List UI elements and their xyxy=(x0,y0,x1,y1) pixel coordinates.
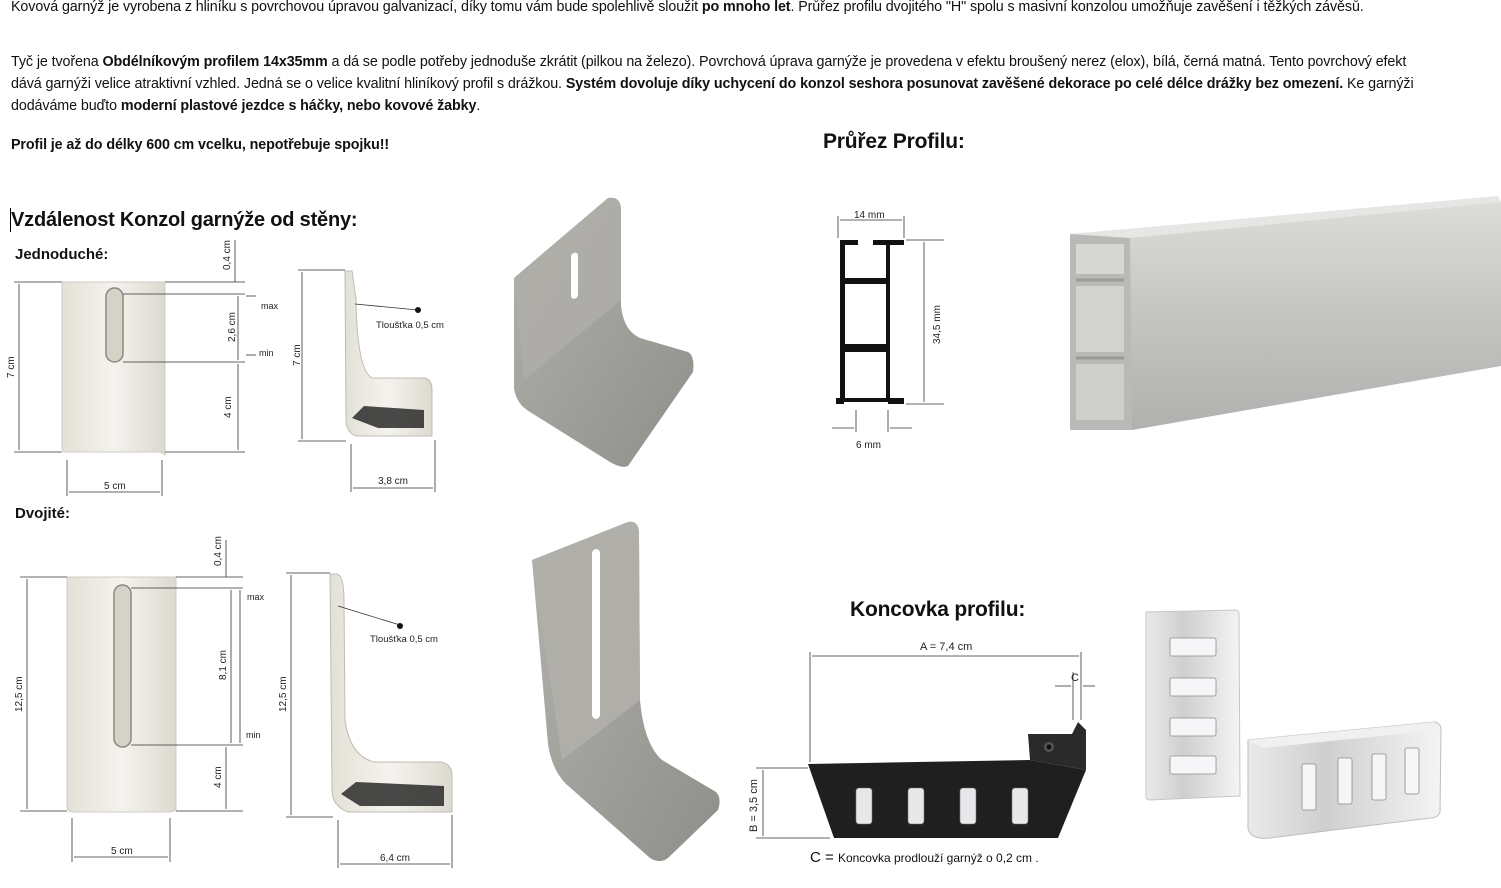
intro-paragraph-3: Profil je až do délky 600 cm vcelku, nepotřebuje spojku!! xyxy=(11,137,390,153)
intro-text: Kovová garnýž je vyrobena z hliníku s povrchovou úpravou galvanizací, díky tomu vám bude spolehlivě sloužit xyxy=(11,0,702,15)
double-bottom-label: 4 cm xyxy=(213,766,224,788)
double-height-label: 12,5 cm xyxy=(14,676,25,712)
intro-bold: po mnoho let xyxy=(701,0,791,15)
intro-bold: Obdélníkovým profilem 14x35mm xyxy=(102,54,328,70)
profile-height-label: 34,5 mm xyxy=(932,305,943,344)
single-slot-label: 2,6 cm xyxy=(227,311,238,342)
endcap-c-label: C xyxy=(1071,672,1079,684)
endcap-heading: Koncovka profilu: xyxy=(850,598,1026,621)
double-bracket-hinge xyxy=(341,782,444,806)
endcap-a-label: A = 7,4 cm xyxy=(920,641,973,653)
endcap-note: C = Koncovka prodlouží garnýž o 0,2 cm . xyxy=(810,849,1039,866)
intro-bold: Systém dovoluje díky uchycení do konzol seshora posunovat zavěšené dekorace po celé délce drážky bez omezení. xyxy=(565,76,1344,92)
double-width-label: 5 cm xyxy=(111,846,133,857)
double-max-label: max xyxy=(247,592,265,602)
rail-photo xyxy=(1070,196,1501,430)
endcap-black-photo xyxy=(808,722,1086,838)
double-photo-slot xyxy=(592,549,600,719)
profile-width-label: 14 mm xyxy=(854,210,885,221)
double-heading: Dvojité: xyxy=(15,505,71,522)
single-bottom-label: 4 cm xyxy=(223,396,234,418)
double-bracket-side xyxy=(330,574,452,812)
double-slot-label: 8,1 cm xyxy=(218,649,229,680)
single-top-gap-label: 0,4 cm xyxy=(222,239,233,270)
single-heading: Jednoduché: xyxy=(15,246,109,263)
profile-heading: Průřez Profilu: xyxy=(823,130,965,153)
single-depth-label: 3,8 cm xyxy=(378,476,409,487)
double-min-label: min xyxy=(246,730,261,740)
single-bracket-slot xyxy=(106,288,123,362)
intro-text: . Průřez profilu dvojitého "H" spolu s masivní konzolou umožňuje zavěšení i těžkých závěsů. xyxy=(790,0,1364,15)
intro-text: Tyč je tvořena xyxy=(11,54,103,70)
intro-text: . xyxy=(476,98,481,114)
profile-cross-section xyxy=(836,240,904,408)
single-width-label: 5 cm xyxy=(104,481,126,492)
single-side-height-label: 7 cm xyxy=(292,344,303,366)
single-thickness-label: Tloušťka 0,5 cm xyxy=(376,320,444,331)
intro-text: a dá se podle potřeby jednoduše zkrátit (pilkou na železo). Povrchová úprava garnýže je provedena v efektu broušený nerez (elox), bílá, černá matná. Tento povrchový efekt dává garnýži velice atraktivní vzhled. Jedná se o velice kvalitní hliníkový profil s drážkou. xyxy=(11,54,1407,92)
endcap-b-label: B = 3,5 cm xyxy=(748,779,760,832)
single-photo-slot xyxy=(571,252,578,299)
double-side-height-label: 12,5 cm xyxy=(278,676,289,712)
double-bracket-slot xyxy=(114,585,131,747)
endcap-chrome-photo xyxy=(1146,610,1441,838)
single-max-label: max xyxy=(261,301,279,311)
single-height-label: 7 cm xyxy=(6,356,17,378)
double-thickness-label: Tloušťka 0,5 cm xyxy=(370,634,438,645)
double-side-dimension-lines xyxy=(286,573,452,868)
profile-slot-label: 6 mm xyxy=(856,440,881,451)
single-min-label: min xyxy=(259,348,274,358)
intro-bold: moderní plastové jezdce s háčky, nebo kovové žabky xyxy=(120,98,477,114)
double-top-gap-label: 0,4 cm xyxy=(213,535,224,566)
double-depth-label: 6,4 cm xyxy=(380,853,411,864)
intro-text: Ke garnýži dodáváme buďto xyxy=(11,76,1414,114)
distance-heading: Vzdálenost Konzol garnýže od stěny: xyxy=(11,209,358,231)
